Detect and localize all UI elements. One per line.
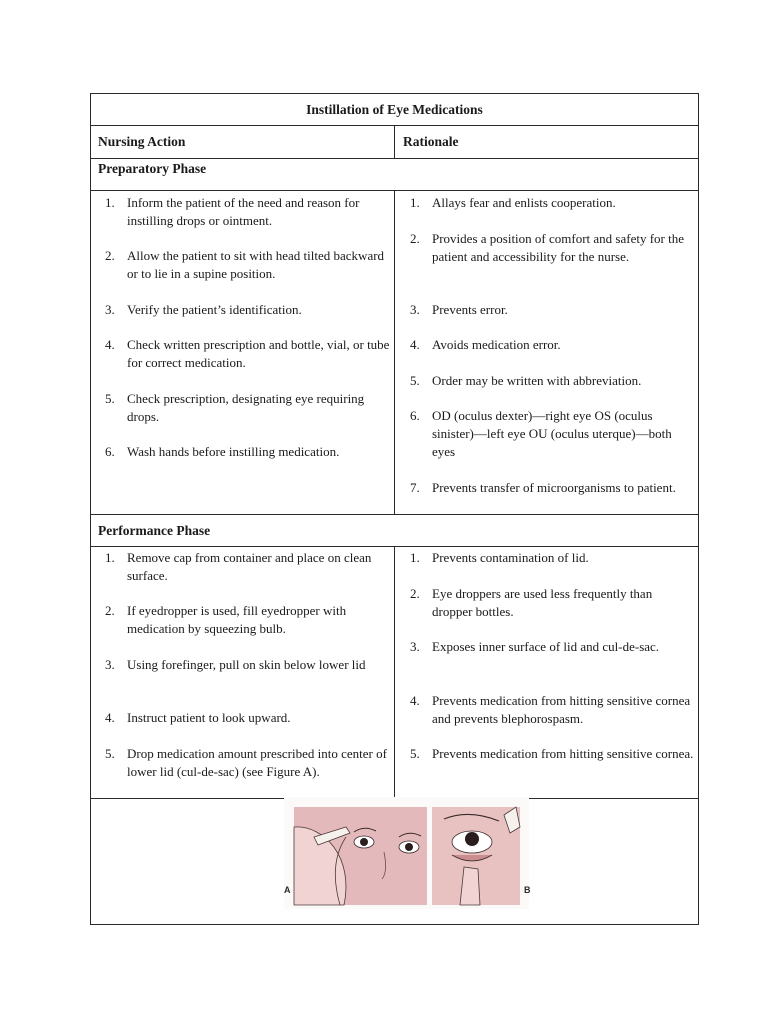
list-item (396, 585, 694, 621)
row-divider (91, 158, 698, 159)
pupil-left (360, 838, 368, 846)
list-item (91, 301, 391, 319)
item-text: Allays fear and enlists cooperation. (432, 195, 616, 210)
item-number: 3. (105, 657, 115, 672)
item-number: 1. (410, 550, 420, 565)
item-number: 5. (105, 391, 115, 406)
item-number: 4. (410, 693, 420, 708)
list-item (91, 745, 391, 781)
list-item (396, 301, 694, 319)
list-item (91, 194, 391, 230)
item-text: Wash hands before instilling medication. (127, 444, 340, 459)
eye-drop-illustration (284, 797, 529, 909)
phase-heading-performance: Performance Phase (98, 523, 211, 538)
list-item (396, 372, 694, 390)
item-number: 2. (410, 231, 420, 246)
item-text: Order may be written with abbreviation. (432, 373, 642, 388)
item-text: If eyedropper is used, fill eyedropper with medication by squeezing bulb. (127, 603, 347, 636)
list-item (396, 549, 694, 567)
item-text: Prevents error. (432, 302, 508, 317)
item-text: Instruct patient to look upward. (127, 710, 291, 725)
phase-heading-preparatory: Preparatory Phase (98, 161, 207, 176)
list-item (91, 336, 391, 372)
list-item (91, 656, 391, 674)
item-text: Remove cap from container and place on clean surface. (127, 550, 372, 583)
item-number: 6. (105, 444, 115, 459)
item-number: 5. (410, 746, 420, 761)
item-text: Eye droppers are used less frequently than dropper bottles. (432, 586, 653, 619)
figure-label-a: A (284, 885, 291, 895)
list-item (396, 336, 694, 354)
item-number: 3. (105, 302, 115, 317)
item-text: Prevents medication from hitting sensitive cornea and prevents blephorospasm. (432, 693, 691, 726)
item-text: Provides a position of comfort and safety for the patient and accessibility for the nurse. (432, 231, 684, 264)
item-number: 4. (410, 337, 420, 352)
item-text: Inform the patient of the need and reason for instilling drops or ointment. (127, 195, 360, 228)
item-text: Avoids medication error. (432, 337, 561, 352)
list-item (91, 443, 391, 461)
column-divider (394, 190, 395, 514)
table-title: Instillation of Eye Medications (306, 102, 483, 117)
item-text: OD (oculus dexter)—right eye OS (oculus sinister)—left eye OU (oculus uterque)—both eyes (432, 408, 672, 459)
list-item (396, 479, 694, 497)
item-text: Exposes inner surface of lid and cul-de-sac. (432, 639, 660, 654)
item-text: Check prescription, designating eye requiring drops. (127, 391, 365, 424)
list-item (91, 602, 391, 638)
figure-label-b: B (524, 885, 531, 895)
item-text: Verify the patient’s identification. (127, 302, 302, 317)
eye-drop-figure-svg (284, 797, 529, 909)
item-text: Prevents medication from hitting sensitive cornea. (432, 746, 694, 761)
item-number: 4. (105, 710, 115, 725)
item-number: 6. (410, 408, 420, 423)
item-number: 2. (410, 586, 420, 601)
item-text: Drop medication amount prescribed into center of lower lid (cul-de-sac) (see Figure A). (127, 746, 387, 779)
item-text: Allow the patient to sit with head tilted backward or to lie in a supine position. (127, 248, 385, 281)
item-number: 1. (105, 195, 115, 210)
item-number: 3. (410, 302, 420, 317)
list-item (91, 709, 391, 727)
list-item (396, 692, 694, 728)
item-number: 4. (105, 337, 115, 352)
list-item (396, 230, 694, 266)
item-text: Check written prescription and bottle, vial, or tube for correct medication. (127, 337, 390, 370)
item-number: 5. (410, 373, 420, 388)
header-rationale: Rationale (403, 134, 459, 149)
item-text: Prevents contamination of lid. (432, 550, 589, 565)
item-number: 1. (105, 550, 115, 565)
row-divider (91, 514, 698, 515)
item-number: 5. (105, 746, 115, 761)
list-item (396, 745, 694, 763)
list-item (91, 549, 391, 585)
pupil-right (405, 843, 413, 851)
column-divider (394, 546, 395, 798)
item-number: 1. (410, 195, 420, 210)
list-item (91, 390, 391, 426)
item-number: 7. (410, 480, 420, 495)
header-nursing-action: Nursing Action (98, 134, 186, 149)
item-text: Using forefinger, pull on skin below lower lid (127, 657, 366, 672)
column-divider (394, 125, 395, 158)
item-number: 2. (105, 248, 115, 263)
item-text: Prevents transfer of microorganisms to patient. (432, 480, 676, 495)
pupil-b (465, 832, 479, 846)
forefinger (460, 867, 480, 905)
list-item (396, 638, 694, 656)
list-item (396, 407, 694, 461)
item-number: 2. (105, 603, 115, 618)
item-number: 3. (410, 639, 420, 654)
list-item (396, 194, 694, 212)
list-item (91, 247, 391, 283)
